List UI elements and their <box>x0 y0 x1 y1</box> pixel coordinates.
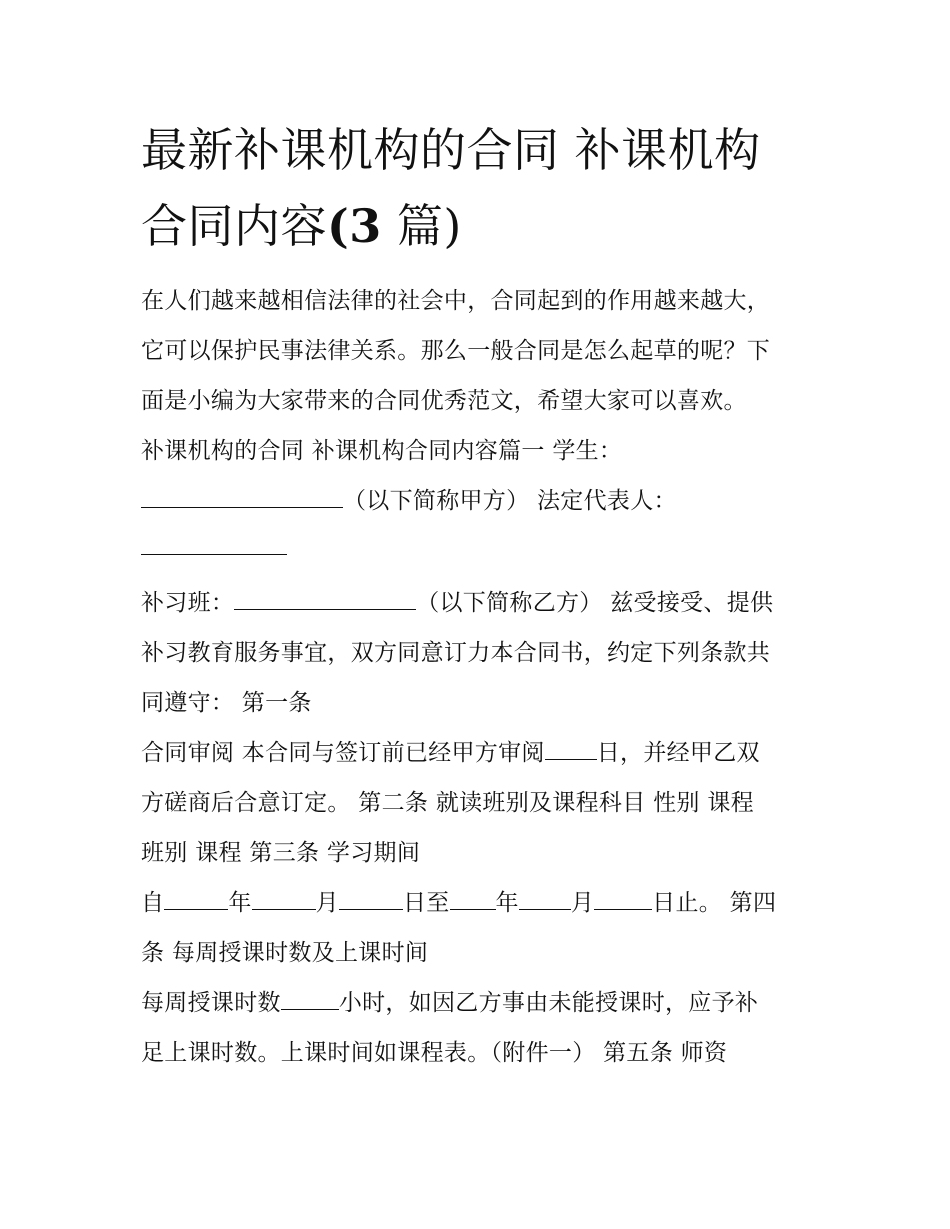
paragraph-line-2: 它可以保护民事法律关系。那么一般合同是怎么起草的呢？下 <box>141 338 771 364</box>
title-line-2b: (3 <box>327 199 382 253</box>
weekly-hours-line <box>141 978 831 1028</box>
student-name-blank <box>141 487 343 508</box>
start-year-blank <box>164 889 228 910</box>
period-from-label: 自 <box>141 890 165 916</box>
title-line-2a: 合同内容 <box>141 199 327 253</box>
paragraph-line-16: 足上课时数。上课时间如课程表。（附件一） 第五条 师资 <box>141 1040 728 1066</box>
paragraph-line-1: 在人们越来越相信法律的社会中，合同起到的作用越来越大， <box>141 288 771 314</box>
tutoring-class-line <box>141 578 831 628</box>
title-line-1: 最新补课机构的合同 补课机构 <box>141 123 761 177</box>
paragraph-line-9: 同遵守： 第一条 <box>141 690 312 716</box>
tutoring-class-blank <box>234 589 416 610</box>
day-to-label: 日至 <box>402 890 450 916</box>
paragraph-line-8: 补习教育服务事宜，双方同意订力本合同书，约定下列条款共 <box>141 640 771 666</box>
representative-blank <box>141 534 287 555</box>
end-year-blank <box>450 889 496 910</box>
tutoring-class-suffix: （以下简称乙方） 兹受接受、提供 <box>416 590 774 616</box>
contract-review-suffix: 日，并经甲乙双 <box>596 740 760 766</box>
start-month-blank <box>252 889 316 910</box>
weekly-hours-blank <box>281 989 339 1010</box>
start-day-blank <box>339 889 403 910</box>
contract-review-prefix: 合同审阅 本合同与签订前已经甲方审阅 <box>141 740 545 766</box>
paragraph-line-11: 方磋商后合意订定。 第二条 就读班别及课程科目 性别 课程 <box>141 790 754 816</box>
paragraph-line-14: 条 每周授课时数及上课时间 <box>141 940 429 966</box>
weekly-hours-suffix: 小时，如因乙方事由未能授课时，应予补 <box>338 990 759 1016</box>
end-day-label: 日止。 第四 <box>652 890 777 916</box>
month-label: 月 <box>315 890 339 916</box>
study-period-line <box>141 878 831 928</box>
contract-review-line <box>141 728 831 778</box>
weekly-hours-prefix: 每周授课时数 <box>141 990 281 1016</box>
review-days-blank <box>545 739 597 760</box>
document-title <box>141 112 841 264</box>
year-label: 年 <box>228 890 252 916</box>
document-body <box>141 276 831 1078</box>
paragraph-line-4: 补课机构的合同 补课机构合同内容篇一 学生： <box>141 438 623 464</box>
student-line-text: （以下简称甲方） 法定代表人： <box>343 488 677 514</box>
end-day-blank <box>594 889 652 910</box>
end-month-label: 月 <box>570 890 595 916</box>
representative-line <box>141 526 831 571</box>
title-line-2c: 篇) <box>381 199 462 253</box>
tutoring-class-prefix: 补习班： <box>141 590 235 616</box>
paragraph-line-3: 面是小编为大家带来的合同优秀范文，希望大家可以喜欢。 <box>141 388 747 414</box>
student-line <box>141 476 831 526</box>
paragraph-line-12: 班别 课程 第三条 学习期间 <box>141 840 421 866</box>
end-month-blank <box>519 889 571 910</box>
end-year-label: 年 <box>495 890 519 916</box>
